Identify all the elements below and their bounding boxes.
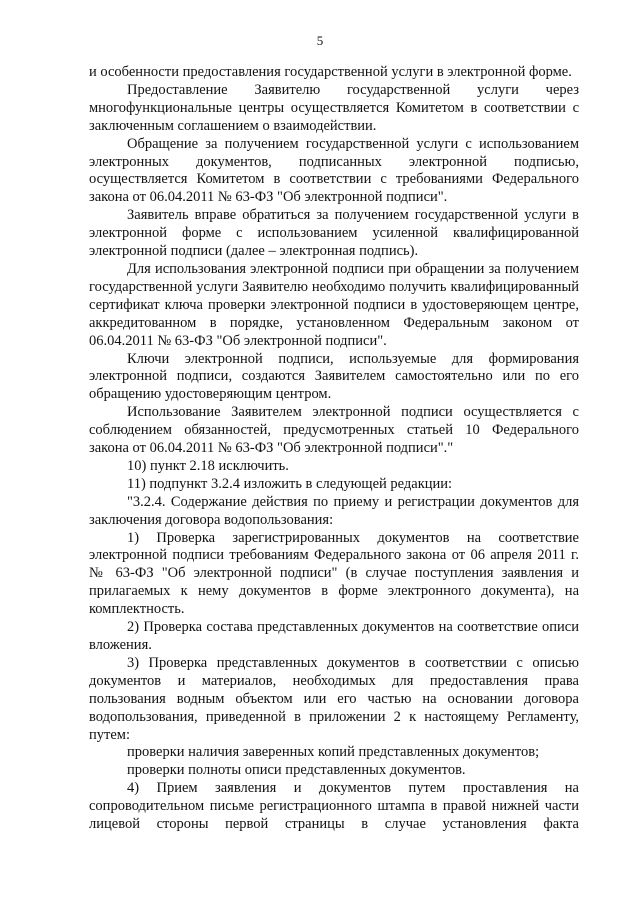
paragraph-applicant-right: Заявитель вправе обратиться за получением государственной услуги в электронной форме с использованием усиленной квалифицированной электронной подписи (далее – электронная подпись). <box>89 207 579 260</box>
paragraph-usage: Использование Заявителем электронной подписи осуществляется с соблюдением обязанностей, предусмотренных статьей 10 Федерального закона от 06.04.2011 № 63-ФЗ "Об электронной подписи"." <box>89 404 579 457</box>
page-number: 5 <box>316 33 324 48</box>
paragraph-item-10: 10) пункт 2.18 исключить. <box>127 457 289 474</box>
paragraph-continuation: и особенности предоставления государственной услуги в электронной форме. <box>89 64 572 80</box>
paragraph-mfc: Предоставление Заявителю государственной услуги через многофункциональные центры осуществляется Комитетом в соответствии с заключенным соглашением о взаимодействии. <box>89 81 579 134</box>
paragraph-section-3-2-4: "3.2.4. Содержание действия по приему и регистрации документов для заключения договора водопользования: <box>89 493 579 528</box>
paragraph-certificate: Для использования электронной подписи при обращении за получением государственной услуги Заявителю необходимо получить квалифицированный сертификат ключа проверки электронной подписи в удостоверяющем центре, аккредитованном в порядке, установленном Федеральным законом от 06.04.2011 № 63-ФЗ "Об электронной подписи". <box>89 260 579 349</box>
paragraph-keys: Ключи электронной подписи, используемые для формирования электронной подписи, создаются Заявителем самостоятельно или по его обращению удостоверяющим центром. <box>89 350 579 403</box>
sub-item-inventory: проверки полноты описи представленных документов. <box>127 762 466 779</box>
list-item-2: 2) Проверка состава представленных документов на соответствие описи вложения. <box>89 619 579 653</box>
list-item-1: 1) Проверка зарегистрированных документов на соответствие электронной подписи требованиям Федерального закона от 06 апреля 2011 г. № 63-ФЗ "Об электронной подписи" (в случае поступления заявления и прилагаемых к нему документов в форме электронного документа), на комплектность. <box>89 529 579 618</box>
list-item-3: 3) Проверка представленных документов в соответствии с описью документов и материалов, необходимых для предоставления права пользования водным объектом или его частью на основании договора водопользования, приведенной в приложении 2 к настоящему Регламенту, путем: <box>89 654 579 743</box>
document-body <box>89 64 579 834</box>
sub-item-copies: проверки наличия заверенных копий представленных документов; <box>127 744 540 761</box>
list-item-4: 4) Прием заявления и документов путем проставления на сопроводительном письме регистрационного штампа в правой нижней части лицевой стороны первой страницы в случае установления факта <box>89 780 579 833</box>
paragraph-item-11: 11) подпункт 3.2.4 изложить в следующей редакции: <box>127 475 453 492</box>
paragraph-electronic-documents: Обращение за получением государственной услуги с использованием электронных документов, подписанных электронной подписью, осуществляется Комитетом в соответствии с требованиями Федерального закона от 06.04.2011 № 63-ФЗ "Об электронной подписи". <box>89 135 579 206</box>
